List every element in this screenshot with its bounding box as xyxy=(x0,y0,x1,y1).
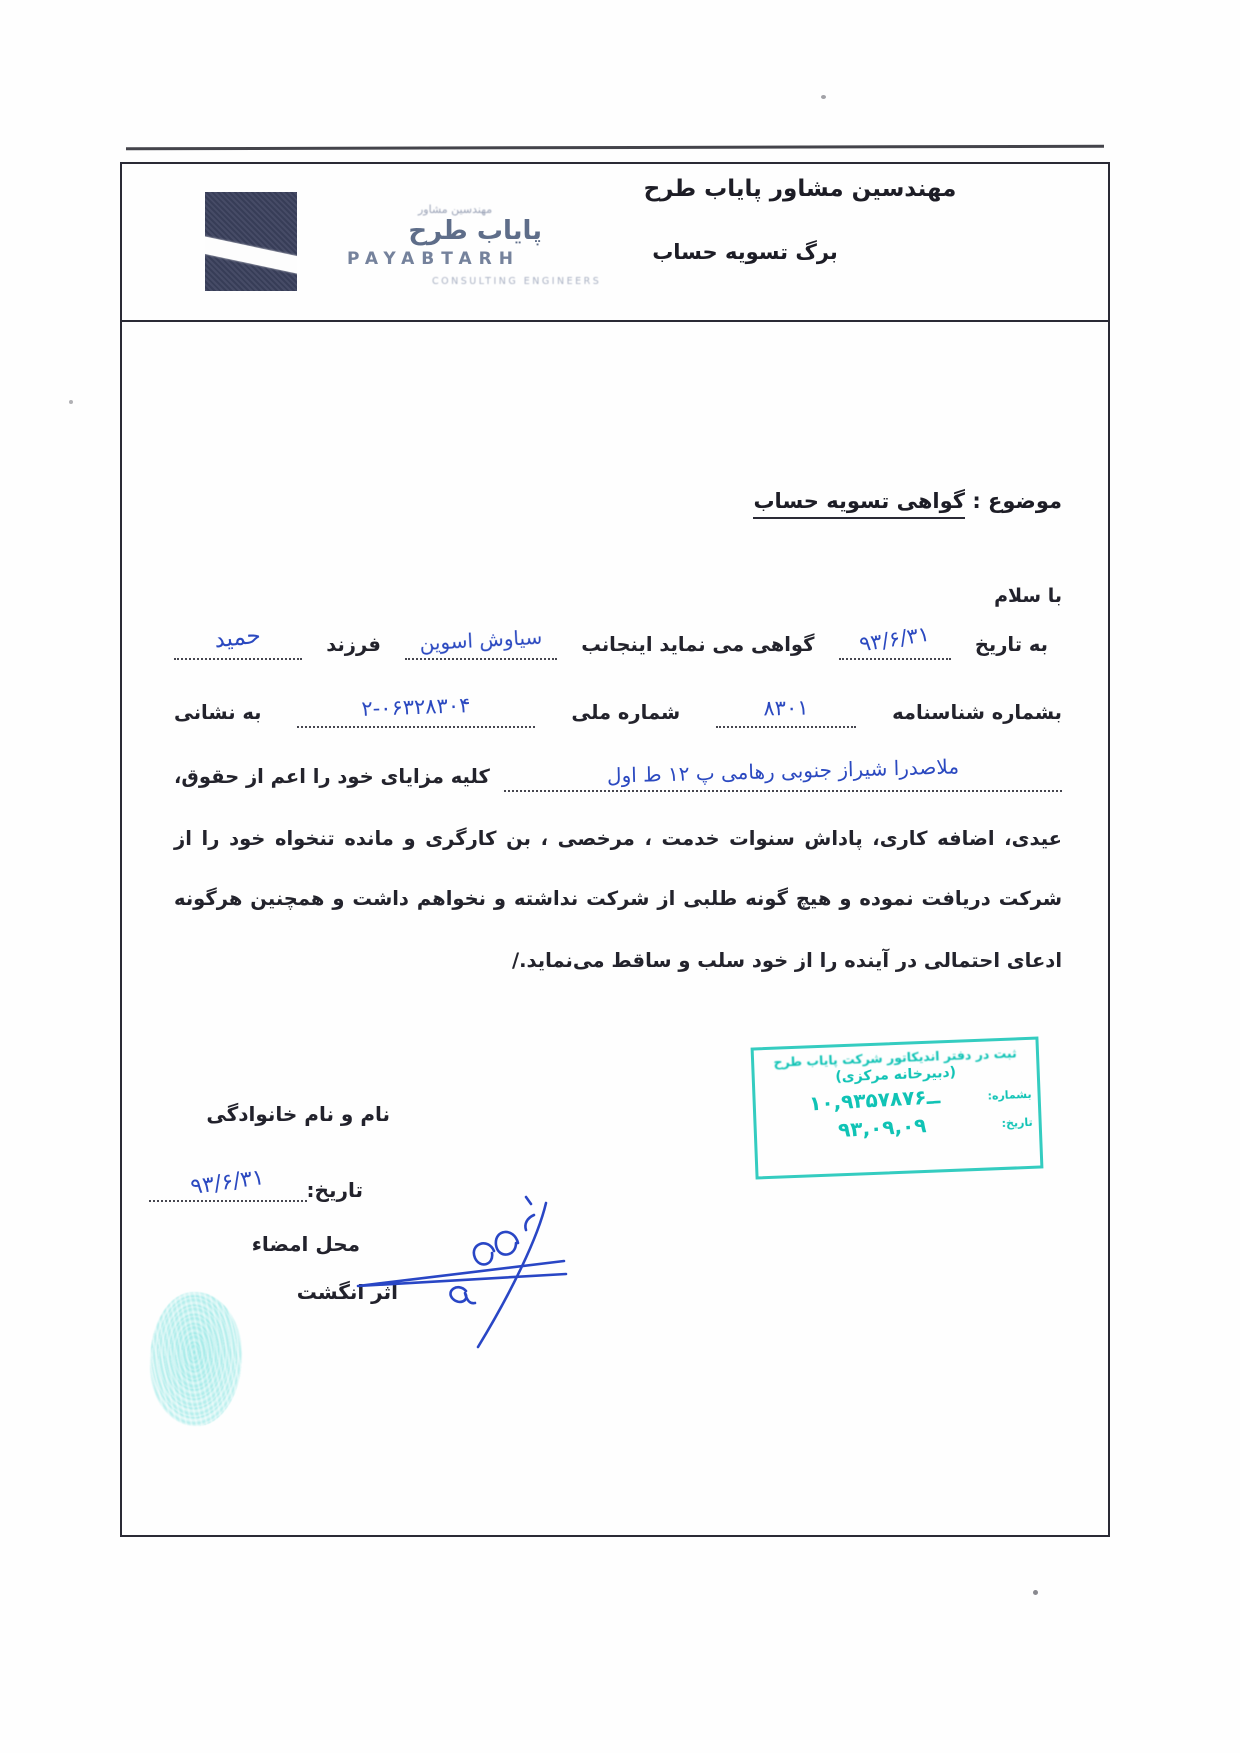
signature-ink xyxy=(350,1185,580,1355)
handwritten-address: ملاصدرا شیراز جنوبی رهامی پ ۱۲ ط اول xyxy=(606,754,960,788)
body-line-3 xyxy=(174,754,1062,792)
subject-value: گواهی تسویه حساب xyxy=(753,489,965,519)
body-line-5: شرکت دریافت نموده و هیچ گونه طلبی از شرکت نداشته و نخواهم داشت و همچنین هرگونه xyxy=(174,887,1062,910)
address-fill-field xyxy=(504,754,1062,792)
full-name-label: نام و نام خانوادگی xyxy=(206,1102,390,1126)
signature-place-label: محل امضاء xyxy=(251,1232,360,1256)
signature-accents xyxy=(525,1197,534,1230)
company-logo-icon xyxy=(205,192,297,291)
handwritten-father-name: حمید xyxy=(213,622,263,654)
handwritten-name: سیاوش اسوین xyxy=(418,624,543,656)
signature-date-row xyxy=(149,1165,363,1202)
body-line-2 xyxy=(174,693,1062,728)
stamp-date-value: ۹۳,۰۹,۰۹ xyxy=(837,1113,928,1143)
company-title: مهندسین مشاور پایاب طرح xyxy=(643,176,957,202)
handwritten-signature-date: ۹۳/۶/۳۱ xyxy=(188,1165,266,1201)
handwritten-id-number: ۸۳۰۱ xyxy=(763,695,809,721)
fingerprint-label: اثر انگشت xyxy=(296,1280,398,1304)
subject-label: موضوع : xyxy=(972,489,1062,513)
national-id-fill-field xyxy=(297,693,535,728)
body-line-6: ادعای احتمالی در آینده را از خود سلب و ساقط می‌نماید./ xyxy=(512,949,1062,972)
scan-artifact-line xyxy=(126,145,1104,151)
date-fill-field xyxy=(839,621,951,660)
header-divider-line xyxy=(120,320,1110,322)
handwritten-date: ۹۳/۶/۳۱ xyxy=(857,621,931,657)
father-name-fill-field xyxy=(174,622,302,660)
signature-swash-stroke xyxy=(358,1261,566,1286)
handwritten-national-id: ۲-۰۶۳۲۸۳۰۴ xyxy=(361,693,472,721)
stamp-date-label: تاریخ: xyxy=(1001,1115,1033,1130)
signature-loops xyxy=(474,1232,518,1264)
logo-persian-name: پایاب طرح xyxy=(408,216,542,246)
form-title: برگ تسویه حساب xyxy=(652,240,838,264)
scan-speck xyxy=(69,400,73,404)
stamp-title: ثبت در دفتر اندیکاتور شرکت پایاب طرح xyxy=(773,1045,1017,1070)
line1-mid: گواهی می نماید اینجانب xyxy=(581,633,815,656)
stamp-number-label: بشماره: xyxy=(987,1087,1032,1103)
scan-speck xyxy=(1033,1590,1038,1595)
line3-text: کلیه مزایای خود را اعم از حقوق، xyxy=(174,765,490,788)
registry-stamp xyxy=(751,1037,1044,1180)
subject-line xyxy=(753,489,1062,513)
stamp-number-value: ۱۰,۹۳ــ۵۷۸۷۶ xyxy=(808,1084,941,1116)
body-line-4: عیدی، اضافه کاری، پاداش سنوات خدمت ، مرخصی ، بن کارگری و مانده تنخواه خود را از xyxy=(174,827,1062,850)
stamp-subtitle: (دبیرخانه مرکزی) xyxy=(835,1064,957,1086)
line2-pre: بشماره شناسنامه xyxy=(892,701,1062,724)
line2-mid: شماره ملی xyxy=(571,701,681,724)
line2-post: به نشانی xyxy=(174,701,262,724)
logo-persian-tagline: مهندسین مشاور xyxy=(418,203,493,216)
logo-diagonal-stripe xyxy=(205,235,297,279)
scan-speck xyxy=(821,95,826,99)
signature-small-letter xyxy=(450,1287,475,1303)
body-line-1 xyxy=(174,621,1062,660)
name-fill-field xyxy=(405,624,557,660)
id-number-fill-field xyxy=(716,695,856,728)
logo-latin-subtitle: CONSULTING ENGINEERS xyxy=(432,276,602,287)
salutation: با سلام xyxy=(994,585,1062,607)
signature-date-fill-field xyxy=(149,1165,307,1202)
logo-latin-name: PAYABTARH xyxy=(347,249,520,269)
line1-post: فرزند xyxy=(326,633,381,656)
signature-date-label: تاریخ: xyxy=(306,1178,363,1202)
line1-pre: به تاریخ xyxy=(974,633,1048,656)
